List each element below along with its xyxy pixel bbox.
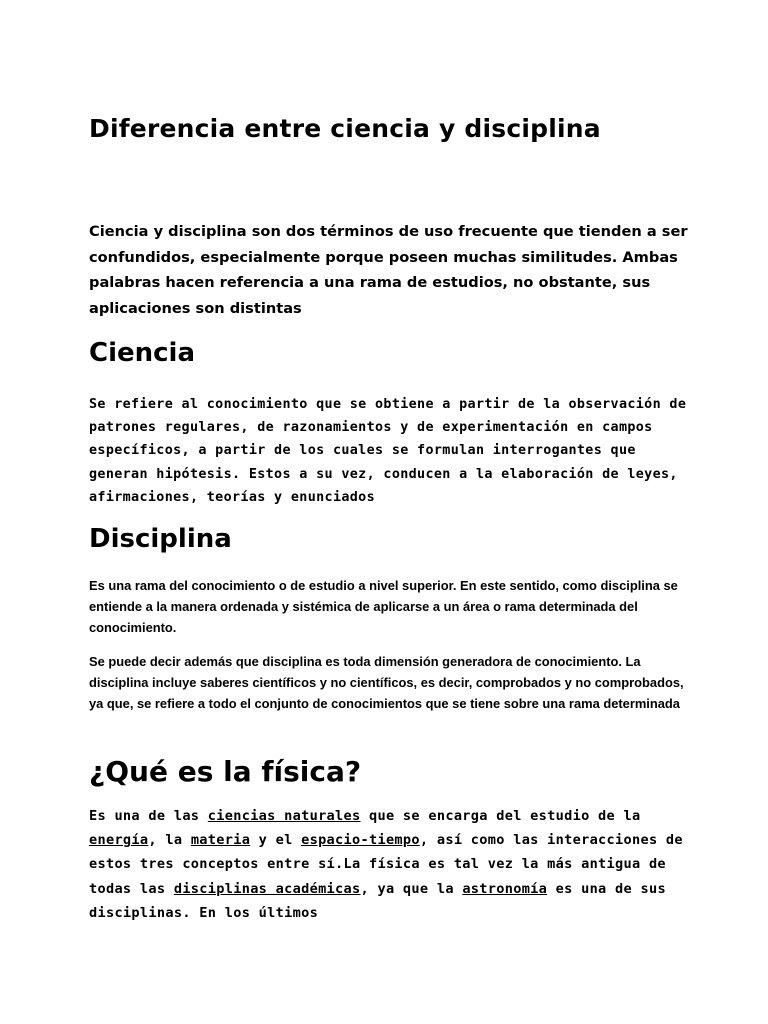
disciplina-paragraph-1: Es una rama del conocimiento o de estudio a nivel superior. En este sentido, como disciplina se entiende a la manera ordenada y sistémica de aplicarse a un área o rama determinada del conocimiento. [89, 578, 678, 635]
section-heading-fisica: ¿Qué es la física? [89, 755, 362, 788]
fisica-text-4: y el [250, 832, 302, 849]
link-energia[interactable]: energía [89, 832, 149, 849]
fisica-text-1: Es una de las [89, 808, 208, 824]
ciencia-paragraph: Se refiere al conocimiento que se obtiene a partir de la observación de patrones regulares, de razonamientos y de experimentación en campos específicos, a partir de los cuales se formulan interrogantes que generan hipótesis. Estos a su vez, conducen a la elaboración de leyes, afirmaciones, teorías y enunciados [89, 397, 687, 505]
section-heading-disciplina: Disciplina [89, 524, 232, 554]
fisica-text-7: es una de sus disciplinas. En los últimos [89, 880, 666, 921]
link-disciplinas-academicas[interactable]: disciplinas académicas [173, 880, 361, 897]
link-astronomia[interactable]: astronomía [462, 880, 548, 897]
link-materia[interactable]: materia [190, 832, 251, 849]
fisica-text-2: que se encarga del estudio de la [360, 808, 641, 824]
section-heading-ciencia: Ciencia [89, 338, 196, 368]
disciplina-paragraph-2: Se puede decir además que disciplina es toda dimensión generadora de conocimiento. La disciplina incluye saberes científicos y no científicos, es decir, comprobados y no comprobados, ya que, se refiere a todo el conjunto de conocimientos que se tiene sobre una rama determinada [89, 654, 684, 711]
fisica-text-6: , ya que la [360, 880, 463, 897]
link-espacio-tiempo[interactable]: espacio-tiempo [301, 832, 420, 849]
fisica-text-5: , así como las interacciones de estos tres conceptos entre sí.La física es tal vez la más antigua de todas las [89, 832, 683, 897]
intro-paragraph: Ciencia y disciplina son dos términos de uso frecuente que tienden a ser confundidos, especialmente porque poseen muchas similitudes. Ambas palabras hacen referencia a una rama de estudios, no obstante, sus aplicaciones son distintas [89, 223, 688, 317]
fisica-paragraph [89, 804, 689, 925]
fisica-text-3: , la [148, 832, 191, 849]
page-title: Diferencia entre ciencia y disciplina [89, 114, 601, 143]
link-ciencias-naturales[interactable]: ciencias naturales [207, 808, 361, 824]
